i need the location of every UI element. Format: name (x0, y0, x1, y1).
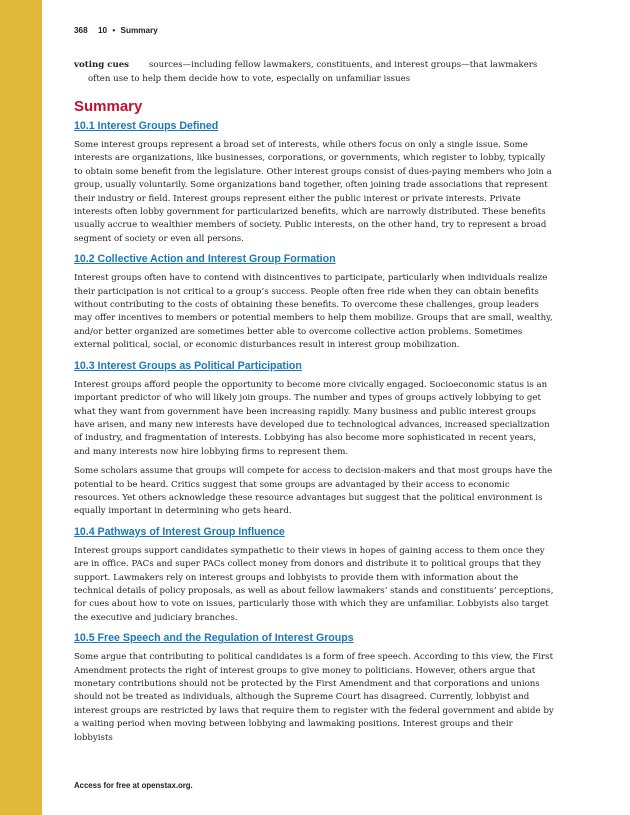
summary-heading: Summary (74, 98, 143, 115)
section-link-10-2[interactable]: 10.2 Collective Action and Interest Group Formation (74, 253, 336, 266)
glossary-entry (74, 58, 554, 86)
section-link-10-4[interactable]: 10.4 Pathways of Interest Group Influence (74, 525, 285, 538)
page-number: 368 (74, 26, 88, 35)
page-content (74, 58, 554, 751)
section-paragraph: Interest groups afford people the opportunity to become more civically engaged. Socioeconomic status is an important predictor of who will likely join groups. The number and types of groups actively lobbying to get what they want from government have been increasing rapidly. Many business and public interest groups have arisen, and many new interests have developed due to technological advances, increased specialization of industry, and fragmentation of interests. Lobbying has also become more sophisticated in recent years, and many interests now hire lobbying firms to represent them. (74, 379, 550, 457)
section-paragraph: Some scholars assume that groups will compete for access to decision-makers and that most groups have the potential to be heard. Critics suggest that some groups are advantaged by their access to economic resources. Yet others acknowledge these resource advantages but suggest that the political environment is equally important in determining who gets heard. (74, 466, 553, 517)
section-link-10-5[interactable]: 10.5 Free Speech and the Regulation of Interest Groups (74, 632, 354, 645)
header-section-name: Summary (120, 26, 158, 35)
side-color-band (0, 0, 42, 815)
section-link-10-1[interactable]: 10.1 Interest Groups Defined (74, 120, 219, 132)
section-link-10-3[interactable]: 10.3 Interest Groups as Political Participation (74, 359, 302, 372)
header-separator: • (112, 26, 116, 35)
section-10-3 (74, 359, 554, 519)
footer-text: Access for free at openstax.org. (74, 781, 193, 790)
page-footer (74, 781, 193, 790)
section-paragraph: Interest groups often have to contend with disincentives to participate, particularly when individuals realize their participation is not critical to a group’s success. People often free ride when they can obtain benefits without contributing to the costs of obtaining these benefits. To overcome these challenges, group leaders may offer incentives to members or potential members to help them mobilize. Groups that are small, wealthy, and/or better organized are sometimes better able to overcome collective action problems. Sometimes external political, social, or economic disturbances result in interest group mobilization. (74, 273, 553, 351)
section-10-2 (74, 252, 554, 352)
page-header (74, 26, 158, 35)
section-10-4 (74, 525, 554, 625)
glossary-term: voting cues (74, 60, 129, 70)
section-paragraph: Interest groups support candidates sympathetic to their views in hopes of gaining access to them once they are in office. PACs and super PACs collect money from donors and distribute it to political groups that they support. Lawmakers rely on interest groups and lobbyists to provide them with information about the technical details of policy proposals, as well as about fellow lawmakers’ stands and constituents’ perceptions, for cues about how to vote on issues, particularly those with which they are unfamiliar. Lobbyists also target the executive and judiciary branches. (74, 545, 554, 623)
section-paragraph: Some argue that contributing to political candidates is a form of free speech. According to this view, the First Amendment protects the right of interest groups to give money to politicians. However, others argue that monetary contributions should not be protected by the First Amendment and that corporations and unions should not be treated as individuals, although the Supreme Court has disagreed. Currently, lobbyist and interest groups are restricted by laws that require them to register with the federal government and abide by a waiting period when moving between lobbying and lawmaking positions. Interest groups and their lobbyists (74, 652, 554, 743)
section-10-5 (74, 631, 554, 745)
chapter-number: 10 (97, 26, 108, 35)
section-paragraph: Some interest groups represent a broad set of interests, while others focus on only a single issue. Some interests are organizations, like businesses, corporations, or governments, which register to lobby, typically to obtain some benefit from the legislature. Other interest groups consist of dues-paying members who join a group, usually voluntarily. Some organizations band together, often joining trade associations that represent their industry or field. Interest groups represent either the public interest or private interests. Private interests often lobby government for particularized benefits, which are narrowly distributed. These benefits usually accrue to wealthier members of society. Public interests, on the other hand, try to represent a broad segment of society or even all persons. (74, 140, 552, 244)
section-10-1 (74, 119, 554, 246)
glossary-definition: sources—including fellow lawmakers, constituents, and interest groups—that lawmakers often use to help them decide how to vote, especially on unfamiliar issues (88, 60, 538, 84)
